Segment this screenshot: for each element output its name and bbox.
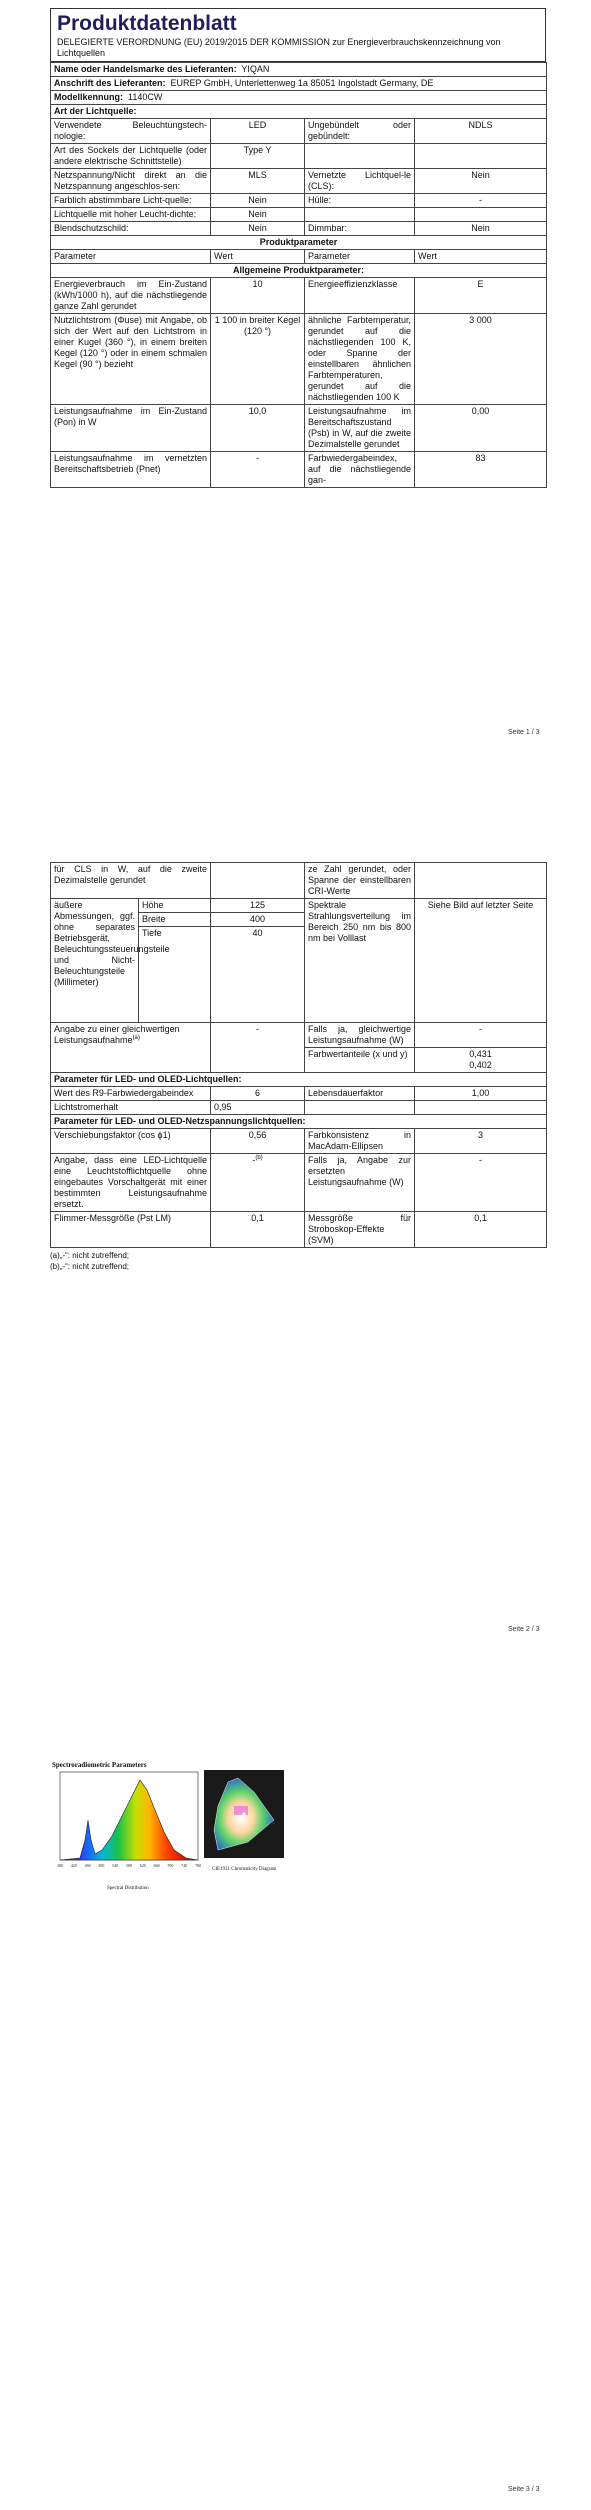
datasheet-table-page1 <box>50 62 547 488</box>
chromaticity-row: Farbwertanteile (x und y) 0,431 0,402 <box>51 1048 547 1073</box>
replace-row: Angabe, dass eine LED-Lichtquelle eine Leuchtstofflichtquelle ohne eingebautes Vorschaltgerät mit einer bestimmten Leistungsaufnahme ersetzt. -$^{(b)}$ Falls ja, Angabe zur ersetzten Leistungsaufnahme (W) - <box>51 1154 547 1212</box>
page-2 <box>50 862 546 1272</box>
spectral-x-tick: 380 <box>57 1863 63 1868</box>
page-1 <box>50 8 546 488</box>
footnotes <box>50 1250 546 1272</box>
type-row: Netzspannung/Nicht direkt an die Netzspannung angeschlos-sen: MLS Vernetzte Lichtquel-le (CLS): Nein <box>51 169 547 194</box>
footnote-a: (a)„-“: nicht zutreffend; <box>50 1251 129 1260</box>
type-row: Lichtquelle mit hoher Leucht-dichte: Nein <box>51 208 547 222</box>
spectral-x-tick: 500 <box>98 1863 105 1868</box>
params-heading: Produktparameter <box>51 236 547 250</box>
spectral-x-tick: 700 <box>167 1863 174 1868</box>
type-heading: Art der Lichtquelle: <box>51 105 547 119</box>
mains-heading: Parameter für LED- und OLED-Netzspannungslichtquellen: <box>51 1115 547 1129</box>
page-title: Produktdatenblatt <box>57 12 237 35</box>
spectral-figure <box>52 1760 342 1890</box>
datasheet-table-page2 <box>50 862 547 1248</box>
general-row: Energieverbrauch im Ein-Zustand (kWh/1000 h), auf die nächstliegende ganze Zahl gerundet 10 Energieeffizienzklasse E <box>51 278 547 314</box>
params-header-row: Parameter Wert Parameter Wert <box>51 250 547 264</box>
spectral-x-tick: 580 <box>126 1863 132 1868</box>
general-row: Nutzlichtstrom (Φuse) mit Angabe, ob sich der Wert auf den Lichtstrom in einer Kugel (360 °), in einem breiten Kegel (120 °) oder in einem schmalen Kegel (90 °) bezieht 1 100 in breiter Kegel (120 °) ähnliche Farbtemperatur, gerundet auf die nächstliegenden 100 K, oder Spanne der einstellbaren ähnlichen Farbtemperaturen, gerundet auf die nächstliegenden 100 K 3 000 <box>51 314 547 405</box>
flicker-row: Flimmer-Messgröße (Pst LM) 0,1 Messgröße für Stroboskop-Effekte (SVM) 0,1 <box>51 1212 547 1248</box>
led-heading: Parameter für LED- und OLED-Lichtquellen: <box>51 1073 547 1087</box>
r9-row: Wert des R9-Farbwiedergabeindex 6 Lebensdauerfaktor 1,00 <box>51 1087 547 1101</box>
cie-chromaticity-chart <box>204 1770 284 1862</box>
spectral-title: Spectroradiometric Parameters <box>52 1761 147 1769</box>
general-row: Leistungsaufnahme im vernetzten Bereitschaftsbetrieb (Pnet) - Farbwiedergabeindex, auf die nächstliegende gan- 83 <box>51 452 547 488</box>
spectral-x-tick: 420 <box>70 1863 77 1868</box>
spectral-x-ticks <box>57 1863 201 1868</box>
spectral-x-tick: 780 <box>195 1863 201 1868</box>
spectral-x-tick: 620 <box>139 1863 146 1868</box>
cie-marker <box>234 1806 248 1815</box>
type-row: Blendschutzschild: Nein Dimmbar: Nein <box>51 222 547 236</box>
dimension-row: Tiefe 40 <box>51 927 547 1023</box>
footnote-b: (b)„-“: nicht zutreffend; <box>50 1262 129 1271</box>
model-row: Modellkennung: 1140CW <box>51 91 547 105</box>
general-row: Leistungsaufnahme im Ein-Zustand (Pon) in W 10,0 Leistungsaufnahme im Bereitschaftszustand (Psb) in W, auf die zweite Dezimalstelle gerundet 0,00 <box>51 405 547 452</box>
lumen-row: Lichtstromerhalt 0,95 <box>51 1101 547 1115</box>
shift-row: Verschiebungsfaktor (cos ϕ1) 0,56 Farbkonsistenz in MacAdam-Ellipsen 3 <box>51 1129 547 1154</box>
type-row: Farblich abstimmbare Licht-quelle: Nein Hülle: - <box>51 194 547 208</box>
page-number: Seite 1 / 3 <box>508 729 540 736</box>
spectral-x-tick: 540 <box>112 1863 119 1868</box>
general-heading: Allgemeine Produktparameter: <box>51 264 547 278</box>
continued-row: für CLS in W, auf die zweite Dezimalstelle gerundet ze Zahl gerundet, oder Spanne der einstellbaren CRI-Werte <box>51 863 547 899</box>
equivalent-row: Angabe zu einer gleichwertigen Leistungsaufnahme$^{(a)}$ - Falls ja, gleichwertige Leistungsaufnahme (W) - <box>51 1023 547 1048</box>
spectral-x-tick: 740 <box>181 1863 188 1868</box>
page-subtitle: DELEGIERTE VERORDNUNG (EU) 2019/2015 DER KOMMISSION zur Energieverbrauchskennzeichnung von Lichtquellen <box>57 37 501 58</box>
supplier-address-row: Anschrift des Lieferanten: EUREP GmbH, Unterlettenweg 1a 85051 Ingolstadt Germany, DE <box>51 77 547 91</box>
page-number: Seite 2 / 3 <box>508 1626 540 1633</box>
cie-point <box>242 1812 245 1815</box>
spectral-x-tick: 660 <box>153 1863 160 1868</box>
cie-caption: CIE1931 Chromaticity Diagram <box>212 1867 277 1872</box>
dimension-row: Breite 400 <box>51 913 547 927</box>
supplier-name-row: Name oder Handelsmarke des Lieferanten: YIQAN <box>51 63 547 77</box>
type-row: Art des Sockels der Lichtquelle (oder andere elektrische Schnittstelle) Type Y <box>51 144 547 169</box>
spectral-distribution-chart <box>52 1770 202 1880</box>
header-box <box>50 8 546 62</box>
spectral-caption: Spectral Distribution <box>107 1886 149 1891</box>
spectral-x-tick: 460 <box>84 1863 91 1868</box>
dimension-row: äußere Abmessungen, ggf. ohne separates Betriebsgerät, Beleuchtungssteuerungsteile und Nicht-Beleuchtungsteile (Millimeter) Höhe 125 Spektrale Strahlungsverteilung im Bereich 250 nm bis 800 nm bei Volllast Siehe Bild auf letzter Seite <box>51 899 547 913</box>
page-number: Seite 3 / 3 <box>508 2486 540 2493</box>
type-row: Verwendete Beleuchtungstech-nologie: LED Ungebündelt oder gebündelt: NDLS <box>51 119 547 144</box>
